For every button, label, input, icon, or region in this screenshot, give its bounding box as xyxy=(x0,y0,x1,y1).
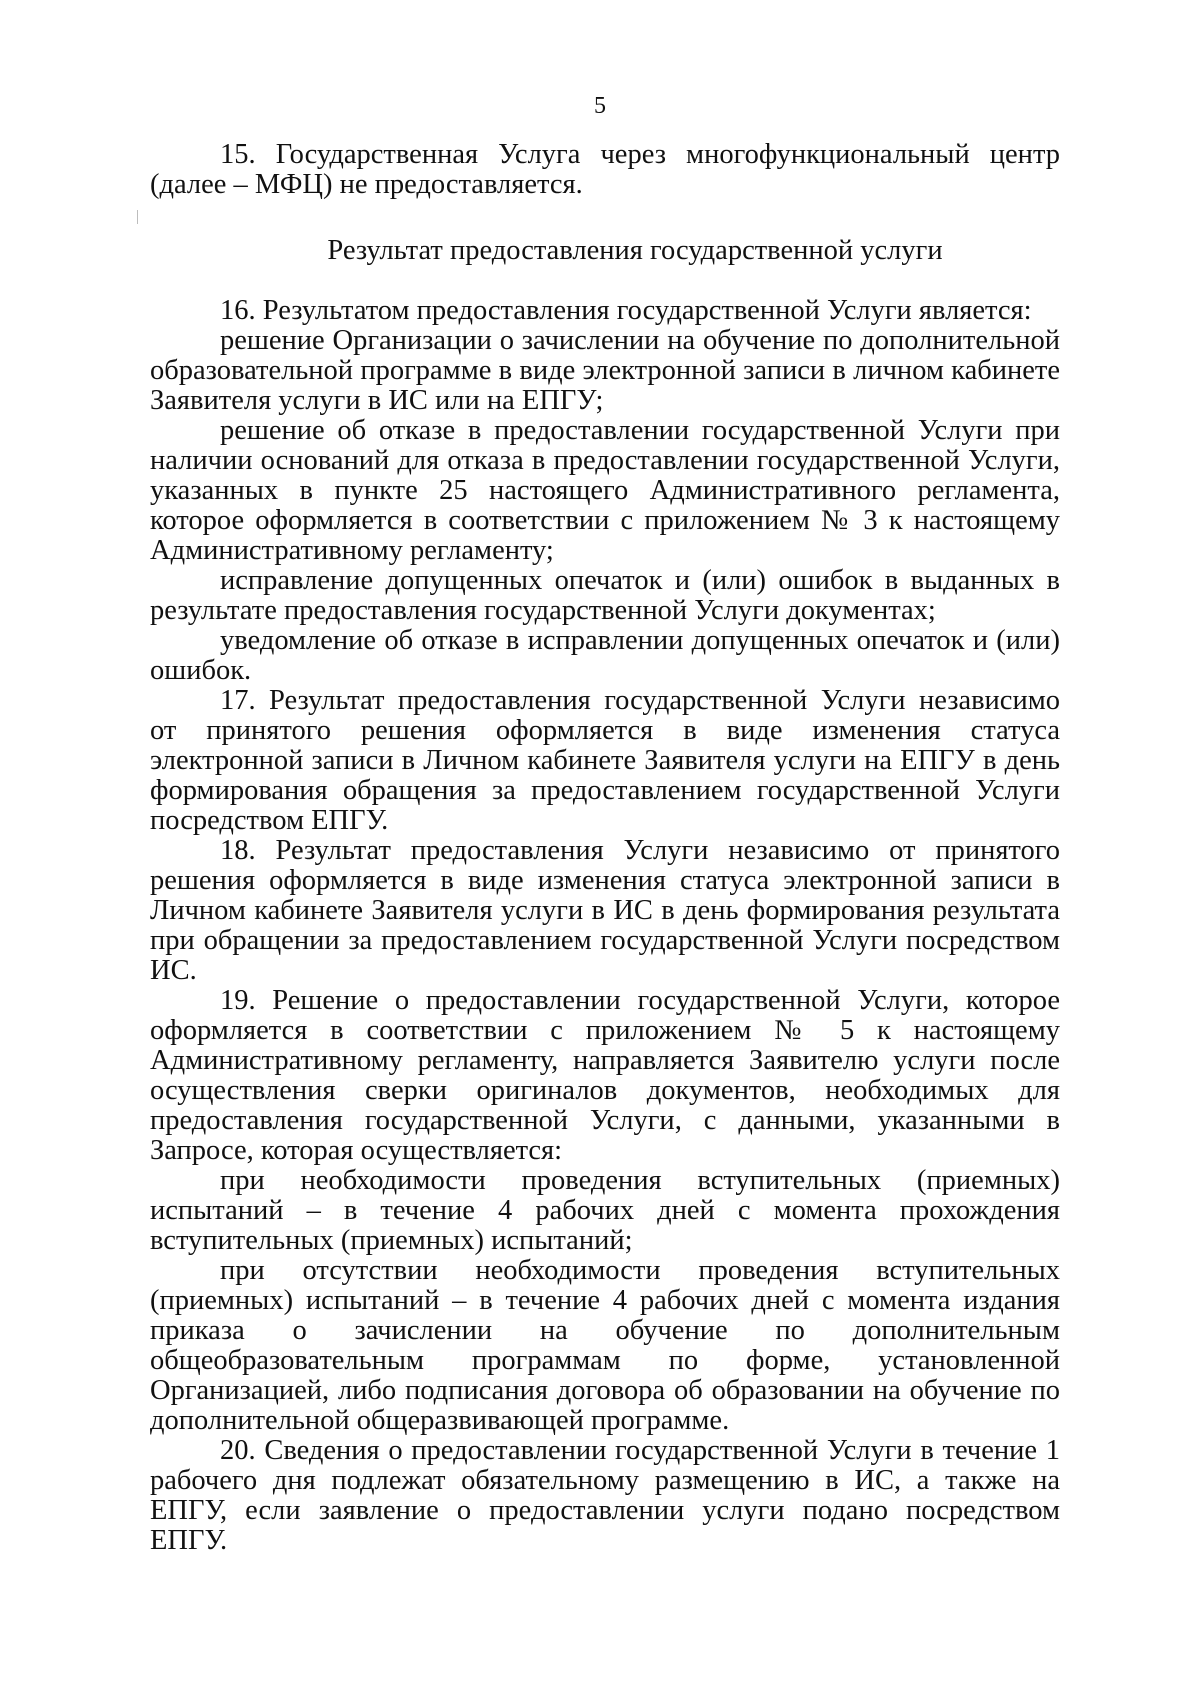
paragraph-16-item-refusal-notice: уведомление об отказе в исправлении допущенных опечаток и (или) ошибок. xyxy=(150,625,1060,686)
document-body xyxy=(150,140,1060,1556)
paragraph-19-item-with-exams: при необходимости проведения вступительных (приемных) испытаний – в течение 4 рабочих дней с момента прохождения вступительных (приемных) испытаний; xyxy=(150,1165,1060,1256)
paragraph-19-item-without-exams: при отсутствии необходимости проведения вступительных (приемных) испытаний – в течение 4 рабочих дней с момента издания приказа о зачислении на обучение по дополнительным общеобразовательным программам по форме, установленной Организацией, либо подписания договора об образовании на обучение по дополнительной общеразвивающей программе. xyxy=(150,1255,1060,1436)
paragraph-19: 19. Решение о предоставлении государственной Услуги, которое оформляется в соответствии с приложением № 5 к настоящему Административному регламенту, направляется Заявителю услуги после осуществления сверки оригиналов документов, необходимых для предоставления государственной Услуги, с данными, указанными в Запросе, которая осуществляется: xyxy=(150,985,1060,1166)
paragraph-16: 16. Результатом предоставления государственной Услуги является: xyxy=(220,295,1032,326)
paragraph-18: 18. Результат предоставления Услуги независимо от принятого решения оформляется в виде изменения статуса электронной записи в Личном кабинете Заявителя услуги в ИС в день формирования результата при обращении за предоставлением государственной Услуги посредством ИС. xyxy=(150,835,1060,986)
paragraph-15: 15. Государственная Услуга через многофункциональный центр (далее – МФЦ) не предоставляется. xyxy=(150,139,1060,200)
paragraph-17: 17. Результат предоставления государственной Услуги независимо от принятого решения оформляется в виде изменения статуса электронной записи в Личном кабинете Заявителя услуги на ЕПГУ в день формирования обращения за предоставлением государственной Услуги посредством ЕПГУ. xyxy=(150,685,1060,836)
scan-artifact-mark xyxy=(137,210,138,224)
paragraph-16-item-corrections: исправление допущенных опечаток и (или) ошибок в выданных в результате предоставления государственной Услуги документах; xyxy=(150,565,1060,626)
paragraph-16-item-refusal-decision: решение об отказе в предоставлении государственной Услуги при наличии оснований для отказа в предоставлении государственной Услуги, указанных в пункте 25 настоящего Административного регламента, которое оформляется в соответствии с приложением № 3 к настоящему Административному регламенту; xyxy=(150,415,1060,566)
section-heading: Результат предоставления государственной услуги xyxy=(327,235,943,266)
paragraph-16-item-enrollment-decision: решение Организации о зачислении на обучение по дополнительной образовательной программе в виде электронной записи в личном кабинете Заявителя услуги в ИС или на ЕПГУ; xyxy=(150,325,1060,416)
page-number: 5 xyxy=(594,93,606,119)
paragraph-20: 20. Сведения о предоставлении государственной Услуги в течение 1 рабочего дня подлежат обязательному размещению в ИС, а также на ЕПГУ, если заявление о предоставлении услуги подано посредством ЕПГУ. xyxy=(150,1435,1060,1556)
